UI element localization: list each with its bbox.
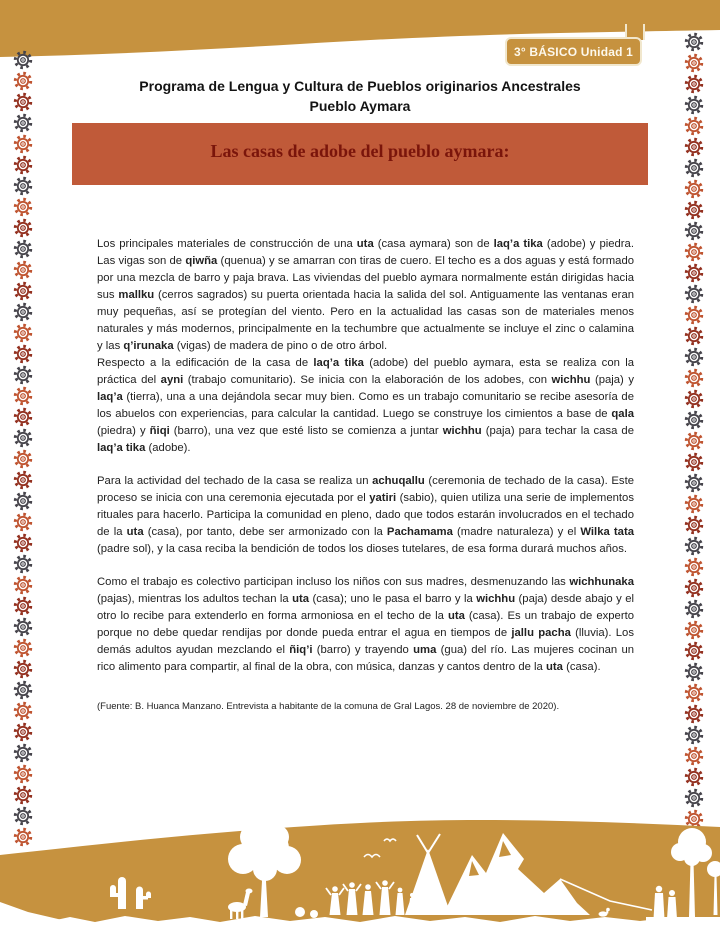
rosette-gear-icon xyxy=(684,95,704,115)
rosette-gear-icon xyxy=(13,428,33,448)
rosette-gear-icon xyxy=(684,683,704,703)
rosette-gear-icon xyxy=(13,722,33,742)
rosette-gear-icon xyxy=(13,638,33,658)
rosette-gear-icon xyxy=(684,599,704,619)
rosette-gear-icon xyxy=(13,575,33,595)
paragraph: Como el trabajo es colectivo participan incluso los niños con sus madres, desmenuzando las wichhunaka (pajas), mientras los adultos techan la uta (casa); uno le pasa el barro y la wichhu (paja) desde abajo y el otro lo recibe para extenderlo en forma armoniosa en el techo de la uta (casa). Es un trabajo de experto porque no debe quedar rendijas por donde pueda entrar el agua en tiempos de jallu pacha (lluvia). Los demás adultos ayudan mezclando el ñiq’i (barro) y trayendo uma (gua) del río. Las mujeres cocinan un rico alimento para compartir, al final de la obra, con música, danzas y cantos dentro de la uta (casa). xyxy=(97,576,635,673)
rosette-gear-icon xyxy=(684,242,704,262)
rosette-gear-icon xyxy=(13,113,33,133)
article-paragraphs xyxy=(97,236,634,676)
rosette-gear-icon xyxy=(684,452,704,472)
rosette-gear-icon xyxy=(684,284,704,304)
rosette-gear-icon xyxy=(684,137,704,157)
rosette-gear-icon xyxy=(13,407,33,427)
rosette-gear-icon xyxy=(684,557,704,577)
rosette-gear-icon xyxy=(13,260,33,280)
rosette-gear-icon xyxy=(13,680,33,700)
rosette-gear-icon xyxy=(13,134,33,154)
rosette-gear-icon xyxy=(684,578,704,598)
rosette-gear-icon xyxy=(684,53,704,73)
rosette-gear-icon xyxy=(684,158,704,178)
lesson-title-banner xyxy=(72,123,648,185)
rosette-gear-icon xyxy=(684,116,704,136)
rosette-gear-icon xyxy=(13,617,33,637)
rosette-gear-icon xyxy=(684,74,704,94)
rosette-gear-icon xyxy=(13,596,33,616)
rosette-gear-icon xyxy=(684,536,704,556)
rosette-gear-icon xyxy=(13,344,33,364)
rosette-gear-icon xyxy=(684,494,704,514)
rosette-gear-icon xyxy=(684,620,704,640)
rosette-gear-icon xyxy=(13,764,33,784)
paragraph: Los principales materiales de construcción de una uta (casa aymara) son de laq’a tika (adobe) y piedra. Las vigas son de qiwña (quenua) y se amarran con tiras de cuero. El techo es a dos aguas y está formado por una mezcla de barro y paja brava. Las viviendas del pueblo aymara normalmente están dirigidas hacia sus mallku (cerros sagrados) su puerta orientada hacia la salida del sol. Antiguamente las ventanas eran muy pequeñas, así se protegían del viento. Pero en la actualidad las casas son de materiales menos naturales y más modernos, principalmente en la techumbre que actualmente se incluye el zinc o calamina y las q’irunaka (vigas) de madera de pino o de otro árbol. xyxy=(97,238,635,352)
paragraph: Respecto a la edificación de la casa de laq’a tika (adobe) del pueblo aymara, esta se realiza con la práctica del ayni (trabajo comunitario). Se inicia con la elaboración de los adobes, con wichhu (paja) y laq’a (tierra), una a una dejándola secar muy bien. Como es un trabajo comunitario se recibe asesoría de los abuelos con experiencias, para calcular la cantidad. Luego se construye los cimientos a base de qala (piedra) y ñiqi (barro), una vez que esté listo se comienza a juntar wichhu (paja) para techar la casa de laq’a tika (adobe). xyxy=(97,357,634,454)
rosette-gear-icon xyxy=(684,389,704,409)
unit-badge-label: 3° BÁSICO Unidad 1 xyxy=(513,44,634,59)
unit-badge xyxy=(505,37,642,66)
rosette-gear-icon xyxy=(684,641,704,661)
rosette-gear-icon xyxy=(13,239,33,259)
rosette-gear-icon xyxy=(13,512,33,532)
right-ornament-border xyxy=(684,32,704,850)
left-ornament-border xyxy=(13,50,33,847)
rosette-gear-icon xyxy=(684,221,704,241)
rosette-gear-icon xyxy=(13,176,33,196)
rosette-gear-icon xyxy=(684,347,704,367)
rosette-gear-icon xyxy=(684,662,704,682)
rosette-gear-icon xyxy=(13,92,33,112)
program-title-line2: Pueblo Aymara xyxy=(309,98,411,114)
rosette-gear-icon xyxy=(684,200,704,220)
rosette-gear-icon xyxy=(13,197,33,217)
rosette-gear-icon xyxy=(684,305,704,325)
rosette-gear-icon xyxy=(13,302,33,322)
program-header xyxy=(40,76,680,116)
rosette-gear-icon xyxy=(684,410,704,430)
rosette-gear-icon xyxy=(684,767,704,787)
rosette-gear-icon xyxy=(684,515,704,535)
rosette-gear-icon xyxy=(13,470,33,490)
rosette-gear-icon xyxy=(684,746,704,766)
rosette-gear-icon xyxy=(13,323,33,343)
rosette-gear-icon xyxy=(684,725,704,745)
lesson-title: Las casas de adobe del pueblo aymara: xyxy=(210,140,510,161)
article-body xyxy=(97,236,634,715)
rosette-gear-icon xyxy=(13,659,33,679)
paragraph: Para la actividad del techado de la casa se realiza un achuqallu (ceremonia de techado de la casa). Este proceso se inicia con una ceremonia ejecutada por el yatiri (sabio), quien utiliza una serie de implementos rituales para hacerlo. Participa la comunidad en pleno, dado que todos estarán involucrados en el techado de la uta (casa), por tanto, debe ser armonizado con la Pachamama (madre naturaleza) y el Wilka tata (padre sol), y la casa reciba la bendición de todos los dioses tutelares, de esa forma durará muchos años. xyxy=(97,475,635,555)
rosette-gear-icon xyxy=(684,368,704,388)
rosette-gear-icon xyxy=(684,263,704,283)
rosette-gear-icon xyxy=(13,491,33,511)
rosette-gear-icon xyxy=(13,50,33,70)
rosette-gear-icon xyxy=(13,701,33,721)
rosette-gear-icon xyxy=(13,533,33,553)
rosette-gear-icon xyxy=(684,431,704,451)
program-title-line1: Programa de Lengua y Cultura de Pueblos originarios Ancestrales xyxy=(139,78,581,94)
rosette-gear-icon xyxy=(13,155,33,175)
rosette-gear-icon xyxy=(684,32,704,52)
rosette-gear-icon xyxy=(13,743,33,763)
rosette-gear-icon xyxy=(13,218,33,238)
footer-illustration xyxy=(0,797,720,932)
rosette-gear-icon xyxy=(13,554,33,574)
rosette-gear-icon xyxy=(13,386,33,406)
source-citation: (Fuente: B. Huanca Manzano. Entrevista a habitante de la comuna de Gral Lagos. 28 de noviembre de 2020). xyxy=(97,701,560,712)
rosette-gear-icon xyxy=(684,326,704,346)
rosette-gear-icon xyxy=(13,281,33,301)
rosette-gear-icon xyxy=(13,449,33,469)
rosette-gear-icon xyxy=(684,179,704,199)
rosette-gear-icon xyxy=(684,473,704,493)
rosette-gear-icon xyxy=(13,71,33,91)
rosette-gear-icon xyxy=(13,365,33,385)
rosette-gear-icon xyxy=(684,704,704,724)
